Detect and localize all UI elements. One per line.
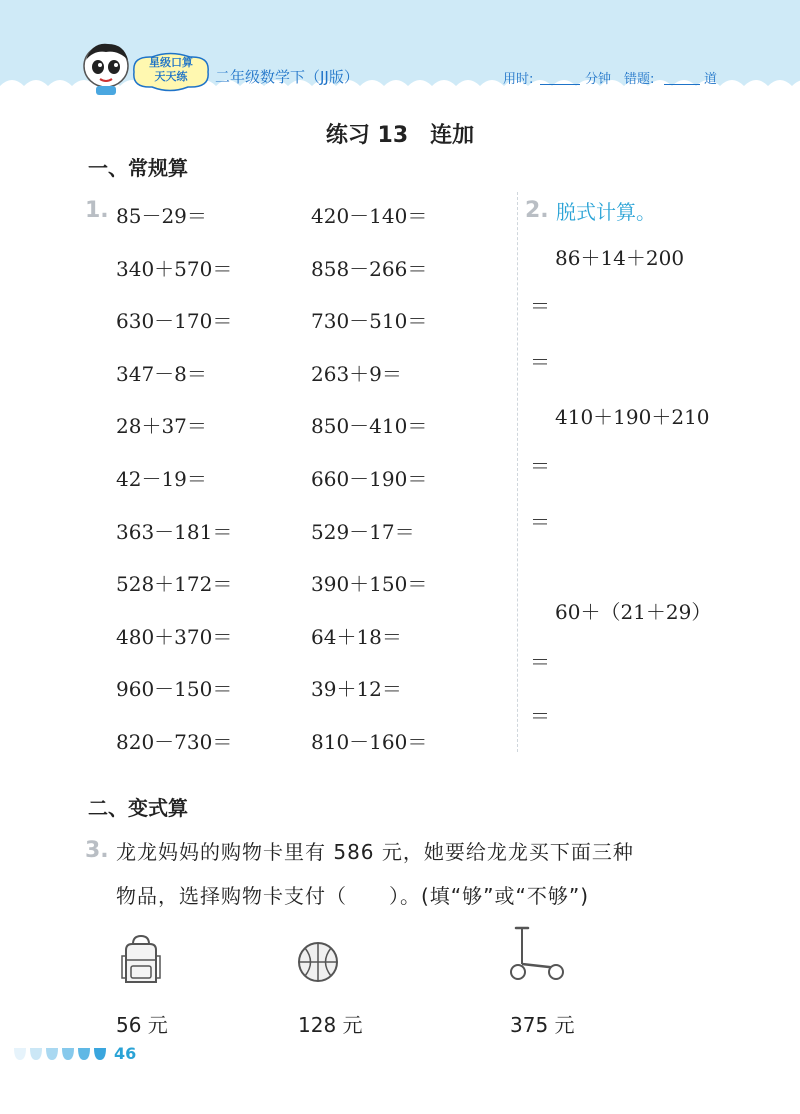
q1-col2-item-9: 64＋18＝ [311,625,402,649]
section-heading-1: 一、常规算 [88,156,188,180]
q1-col1-item-6: 42－19＝ [116,467,207,491]
q2-equals-1b: ＝ [530,350,550,374]
q1-col1-item-5: 28＋37＝ [116,414,207,438]
error-blank [664,84,700,85]
q1-col2-item-10: 39＋12＝ [311,677,402,701]
q1-col1-item-4: 347－8＝ [116,362,207,386]
page-number: 46 [114,1044,137,1063]
header-banner [0,0,800,100]
q1-col1-item-8: 528＋172＝ [116,572,233,596]
time-blank [540,84,580,85]
q3-text-line1: 龙龙妈妈的购物卡里有 586 元，她要给龙龙买下面三种 [116,840,634,864]
price-basketball: 128 元 [298,1013,363,1037]
price-scooter: 375 元 [510,1013,575,1037]
q1-col2-item-4: 263＋9＝ [311,362,402,386]
question-number-3: 3. [85,838,109,863]
logo-line1: 星级口算 [149,56,193,69]
time-label: 用时: [503,72,534,87]
q2-problem-3: 60＋（21＋29） [555,600,712,624]
mascot-icon [78,38,134,96]
scooter-icon [506,924,566,984]
q2-problem-2: 410＋190＋210 [555,405,710,429]
book-title: 二年级数学下（JJ版） [215,68,359,86]
question-2-title: 脱式计算。 [556,200,656,224]
footer-dots-icon [12,1046,112,1062]
question-number-1: 1. [85,198,109,223]
q3-text-line2: 物品，选择购物卡支付（ ）。(填“够”或“不够”) [116,884,590,908]
column-divider [517,192,518,752]
section-heading-2: 二、变式算 [88,796,188,820]
q1-col2-item-8: 390＋150＝ [311,572,428,596]
q1-col2-item-5: 850－410＝ [311,414,428,438]
question-number-2: 2. [525,198,549,223]
q1-col1-item-10: 960－150＝ [116,677,233,701]
q1-col1-item-3: 630－170＝ [116,309,233,333]
q1-col1-item-2: 340＋570＝ [116,257,233,281]
q2-equals-3a: ＝ [530,650,550,674]
q1-col2-item-7: 529－17＝ [311,520,415,544]
q1-col1-item-7: 363－181＝ [116,520,233,544]
q1-col1-item-11: 820－730＝ [116,730,233,754]
logo-line2: 天天练 [154,70,188,83]
basketball-icon [296,940,340,984]
q1-col1-item-1: 85－29＝ [116,204,207,228]
q2-equals-2b: ＝ [530,510,550,534]
backpack-icon [118,934,164,986]
q1-col2-item-2: 858－266＝ [311,257,428,281]
q1-col2-item-3: 730－510＝ [311,309,428,333]
q1-col2-item-6: 660－190＝ [311,467,428,491]
time-unit: 分钟 [585,72,612,87]
q1-col1-item-9: 480＋370＝ [116,625,233,649]
error-label: 错题: [624,72,655,87]
q1-col2-item-1: 420－140＝ [311,204,428,228]
q2-equals-3b: ＝ [530,704,550,728]
q2-problem-1: 86＋14＋200 [555,246,685,270]
q2-equals-2a: ＝ [530,454,550,478]
q1-col2-item-11: 810－160＝ [311,730,428,754]
logo-text [136,56,206,84]
page-title: 练习 13 连加 [325,123,475,148]
error-unit: 道 [704,72,718,87]
price-backpack: 56 元 [116,1013,168,1037]
q2-equals-1a: ＝ [530,294,550,318]
